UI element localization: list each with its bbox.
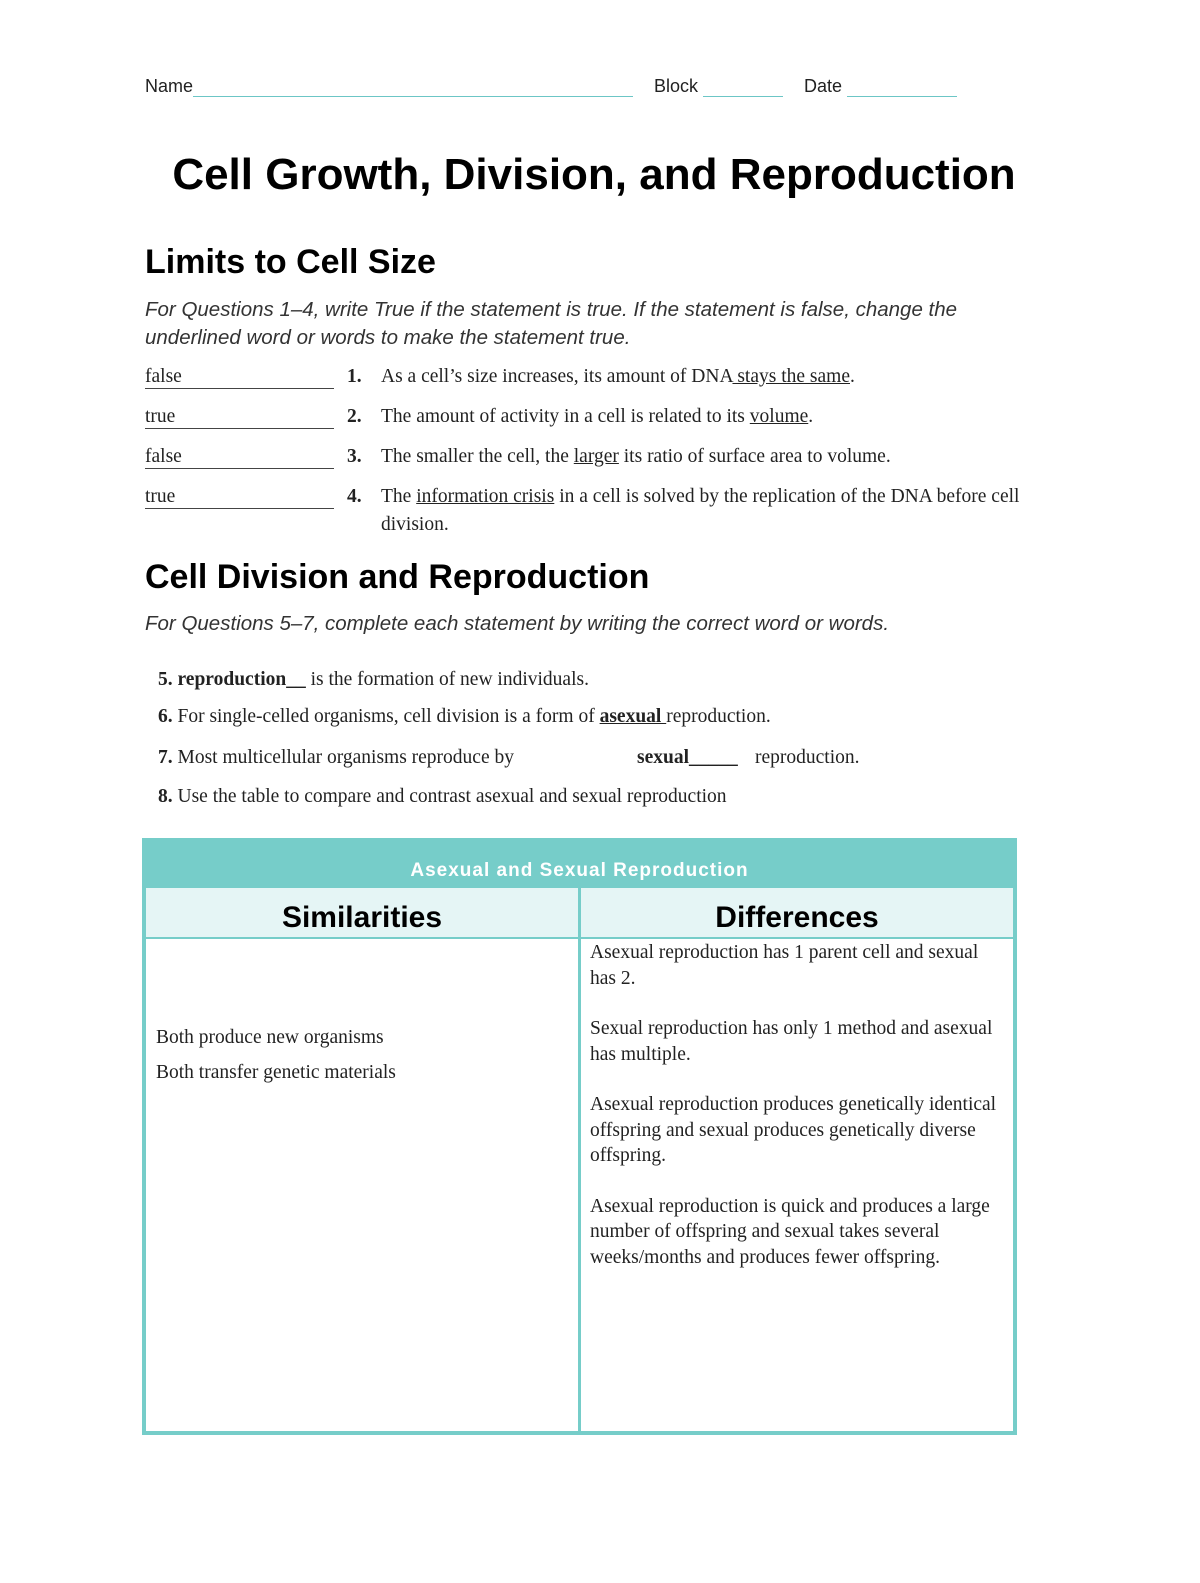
question-text <box>381 363 1041 391</box>
question-8 <box>158 786 727 808</box>
date-line[interactable] <box>847 78 957 97</box>
block-field[interactable] <box>654 76 783 97</box>
tf-answer-2[interactable]: true <box>145 406 334 429</box>
answer-6[interactable]: asexual <box>599 706 667 727</box>
question-text-part: its ratio of surface area to volume. <box>618 446 891 467</box>
underlined-term: information crisis <box>416 486 555 507</box>
page-title: Cell Growth, Division, and Reproduction <box>172 150 1016 199</box>
name-label: Name <box>145 76 194 96</box>
question-number: 4. <box>347 486 362 507</box>
question-text <box>381 403 1041 431</box>
question-number: 3. <box>347 446 362 467</box>
date-label: Date <box>804 76 843 96</box>
question-number: 8. <box>158 786 173 807</box>
question-text: reproduction. <box>666 706 771 727</box>
section-heading-limits: Limits to Cell Size <box>145 243 436 281</box>
block-line[interactable] <box>703 78 783 97</box>
question-text: reproduction. <box>755 747 860 768</box>
question-number: 5. <box>158 669 173 690</box>
question-text-part: . <box>849 366 855 387</box>
question-number: 1. <box>347 366 362 387</box>
underlined-term: stays the same <box>732 366 850 387</box>
column-header-differences: Differences <box>715 901 879 934</box>
similarities-cell[interactable] <box>156 1020 566 1090</box>
column-divider <box>578 888 581 1431</box>
tf-answer-4[interactable]: true <box>145 486 334 509</box>
date-field[interactable] <box>804 76 957 97</box>
question-text: Use the table to compare and contrast asexual and sexual reproduction <box>172 786 727 807</box>
difference-item: Asexual reproduction has 1 parent cell and sexual has 2. <box>590 942 979 989</box>
difference-item: Asexual reproduction is quick and produces a large number of offspring and sexual takes several weeks/months and produces fewer offspring. <box>590 1195 990 1268</box>
question-text <box>381 483 1041 539</box>
similarity-item: Both transfer genetic materials <box>156 1062 396 1083</box>
section2-instructions: For Questions 5–7, complete each statement by writing the correct word or words. <box>145 612 890 635</box>
difference-item: Asexual reproduction produces genetically identical offspring and sexual produces genetically diverse offspring. <box>590 1094 997 1166</box>
question-7 <box>158 747 860 769</box>
question-6 <box>158 706 771 728</box>
differences-cell[interactable] <box>590 940 1000 1295</box>
underlined-term: volume <box>749 406 809 427</box>
question-number: 6. <box>158 706 173 727</box>
similarity-item: Both produce new organisms <box>156 1027 384 1048</box>
question-number: 2. <box>347 406 362 427</box>
question-number: 7. <box>158 747 173 768</box>
name-field[interactable] <box>145 76 633 97</box>
question-text: For single-celled organisms, cell division is a form of <box>172 706 600 727</box>
block-label: Block <box>654 76 699 96</box>
underlined-term: larger <box>573 446 619 467</box>
question-text: is the formation of new individuals. <box>305 669 589 690</box>
section-heading-division: Cell Division and Reproduction <box>145 558 650 596</box>
answer-5[interactable]: reproduction__ <box>177 669 306 690</box>
name-line[interactable] <box>193 78 633 97</box>
question-text <box>381 443 1041 471</box>
question-text-part: The smaller the cell, the <box>381 446 574 467</box>
answer-7[interactable]: sexual_____ <box>637 747 738 768</box>
question-text: Most multicellular organisms reproduce by <box>172 747 514 768</box>
difference-item: Sexual reproduction has only 1 method and asexual has multiple. <box>590 1018 993 1065</box>
tf-answer-3[interactable]: false <box>145 446 334 469</box>
tf-answer-1[interactable]: false <box>145 366 334 389</box>
column-header-similarities: Similarities <box>281 901 443 934</box>
question-text-part: in a cell is solved by the replication of the DNA before cell division. <box>381 486 1020 535</box>
question-text-part: The amount of activity in a cell is related to its <box>381 406 750 427</box>
comparison-table <box>142 838 1017 1435</box>
question-5 <box>158 669 589 691</box>
table-caption: Asexual and Sexual Reproduction <box>146 842 1013 888</box>
section1-instructions: For Questions 1–4, write True if the statement is true. If the statement is false, change the underlined word or words to make the statement true. <box>145 298 958 349</box>
question-text-part: As a cell’s size increases, its amount of DNA <box>381 366 733 387</box>
question-text-part: . <box>808 406 814 427</box>
question-text-part: The <box>381 486 417 507</box>
